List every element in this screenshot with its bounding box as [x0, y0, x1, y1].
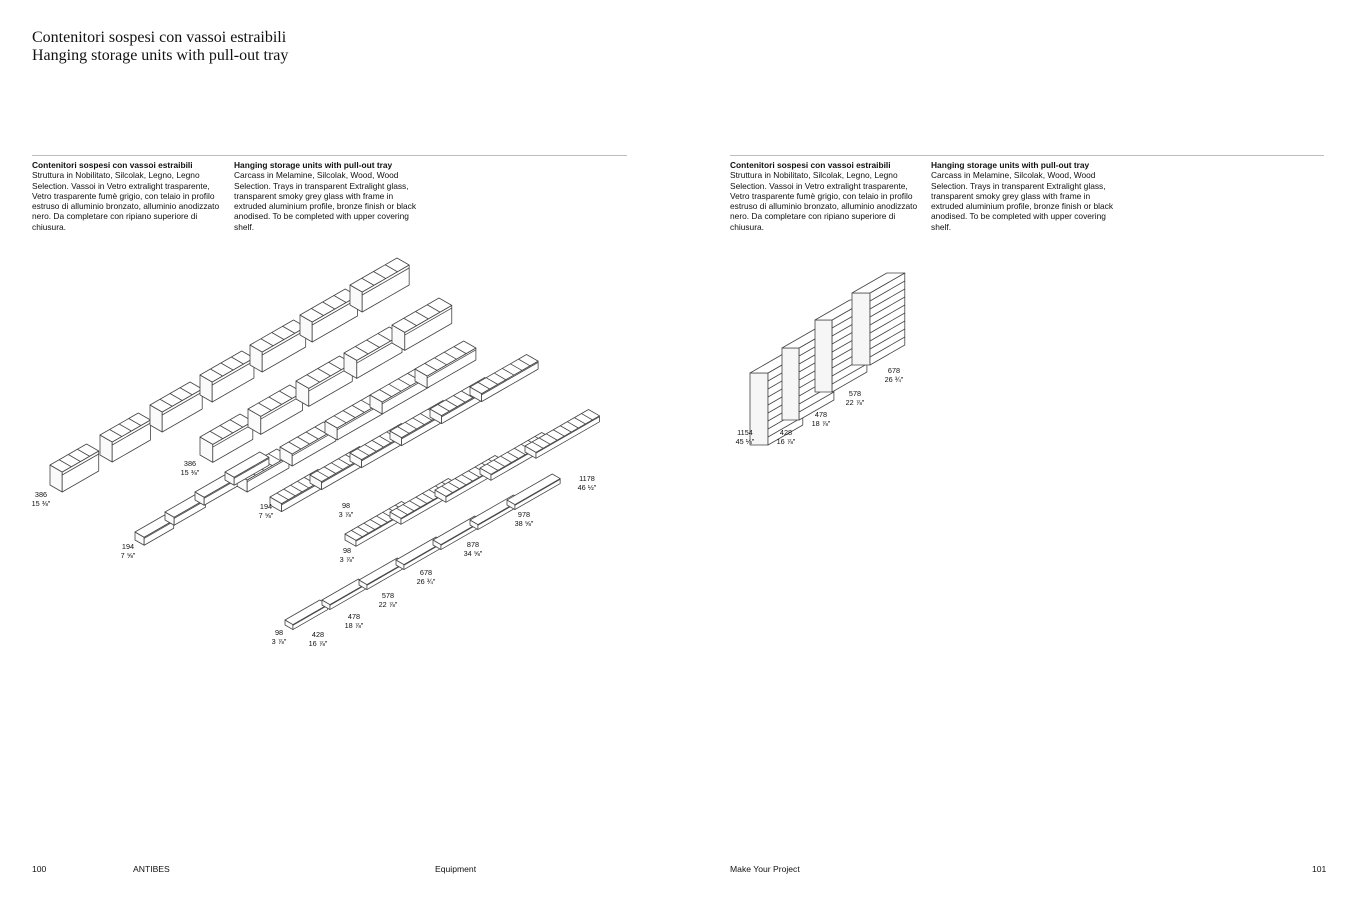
storage-unit-5	[300, 289, 357, 342]
right-dimension-inch: 22 ⅞"	[845, 398, 865, 407]
description-body: Struttura in Nobilitato, Silcolak, Legno, Legno Selection. Vassoi in Vetro extralight trasparente, Vetro trasparente fumè grigio, con telaio in profilo estruso di alluminio bronzato, alluminio anodizzato nero. Da completare con ripiano superiore di chiusura.	[32, 170, 220, 232]
storage-unit-38	[507, 474, 560, 510]
left-dimension-inch: 3 ⅞"	[339, 555, 355, 564]
left-dimension-mm: 428	[311, 630, 325, 639]
tall-unit-578	[852, 273, 905, 365]
left-dimension-mm: 386	[183, 459, 197, 468]
left-dimension-inch: 46 ½"	[577, 483, 597, 492]
left-dimension-mm: 578	[381, 591, 395, 600]
left-dimension-inch: 18 ⅞"	[344, 621, 364, 630]
storage-unit-3	[200, 351, 254, 402]
left-dimension-mm: 386	[34, 490, 48, 499]
storage-unit-32	[285, 600, 328, 630]
collection-name: ANTIBES	[133, 864, 170, 874]
description-title: Hanging storage units with pull-out tray	[234, 160, 393, 170]
left-dimension-inch: 38 ⅝"	[514, 519, 534, 528]
left-dimension-inch: 26 ¾"	[416, 577, 436, 586]
storage-unit-11	[392, 298, 452, 350]
right-dimension-mm: 428	[779, 428, 793, 437]
left-dimension-inch: 3 ⅞"	[271, 637, 287, 646]
section-name: Equipment	[435, 864, 477, 874]
storage-unit-7	[200, 414, 253, 462]
left-dimension-mm: 98	[342, 546, 352, 555]
storage-unit-4	[250, 320, 306, 372]
description-body: Carcass in Melamine, Silcolak, Wood, Wood Selection. Trays in transparent Extralight glass, transparent smoky grey glass with frame in extruded aluminium profile, bronze finish or black anodised. To be completed with upper covering shelf.	[931, 170, 1114, 232]
description-body: Struttura in Nobilitato, Silcolak, Legno, Legno Selection. Vassoi in Vetro extralight trasparente, Vetro trasparente fumè grigio, con telaio in profilo estruso di alluminio bronzato, alluminio anodizzato nero. Da completare con ripiano superiore di chiusura.	[730, 170, 918, 232]
left-dimension-mm: 978	[517, 510, 531, 519]
left-dimension-mm: 878	[466, 540, 480, 549]
page-number-left: 100	[32, 864, 47, 874]
left-dimension-inch: 16 ⅞"	[308, 639, 328, 648]
right-dimension-inch: 26 ¾"	[884, 375, 904, 384]
left-dimension-inch: 3 ⅞"	[338, 510, 354, 519]
left-dimension-inch: 15 ⅜"	[180, 468, 200, 477]
storage-unit-8	[248, 385, 303, 434]
storage-unit-27	[525, 410, 599, 459]
description-title: Contenitori sospesi con vassoi estraibili	[730, 160, 891, 170]
right-dimension-inch: 45 ¼"	[735, 437, 755, 446]
left-dimension-mm: 98	[341, 501, 351, 510]
right-dimension-mm: 678	[887, 366, 901, 375]
right-dimension-mm: 478	[814, 410, 828, 419]
left-dimension-mm: 194	[259, 502, 273, 511]
description-title: Hanging storage units with pull-out tray	[931, 160, 1090, 170]
storage-unit-0	[50, 444, 99, 492]
left-dimension-mm: 678	[419, 568, 433, 577]
heading-italian: Contenitori sospesi con vassoi estraibili	[32, 29, 287, 46]
left-dimension-inch: 7 ⅝"	[258, 511, 274, 520]
right-dimension-inch: 18 ⅞"	[811, 419, 831, 428]
right-dimension-inch: 16 ⅞"	[776, 437, 796, 446]
chapter-name: Make Your Project	[730, 864, 800, 874]
left-dimension-mm: 194	[121, 542, 135, 551]
storage-unit-22	[470, 355, 538, 402]
left-dimension-mm: 478	[347, 612, 361, 621]
description-title: Contenitori sospesi con vassoi estraibili	[32, 160, 193, 170]
page-number-right: 101	[1312, 864, 1327, 874]
left-dimension-mm: 1178	[579, 474, 595, 483]
left-dimension-inch: 22 ⅞"	[378, 600, 398, 609]
left-dimension-inch: 34 ⅝"	[463, 549, 483, 558]
storage-unit-6	[350, 258, 409, 312]
description-body: Carcass in Melamine, Silcolak, Wood, Wood Selection. Trays in transparent Extralight glass, transparent smoky grey glass with frame in extruded aluminium profile, bronze finish or black anodised. To be completed with upper covering shelf.	[234, 170, 417, 232]
left-dimension-mm: 98	[274, 628, 284, 637]
left-dimension-inch: 7 ⅝"	[120, 551, 136, 560]
left-dimension-inch: 15 ⅜"	[31, 499, 51, 508]
storage-unit-1	[100, 413, 150, 462]
heading-english: Hanging storage units with pull-out tray	[32, 47, 289, 64]
storage-unit-16	[415, 341, 476, 388]
right-dimension-mm: 1154	[737, 428, 753, 437]
right-dimension-mm: 578	[848, 389, 862, 398]
storage-unit-2	[150, 382, 202, 432]
